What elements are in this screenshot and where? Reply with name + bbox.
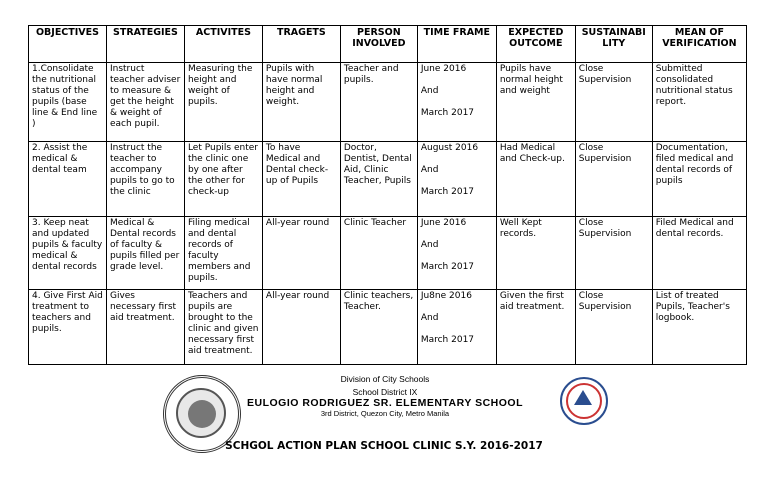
cell-activities: Teachers and pupils are brought to the clinic and given necessary first aid treatment. bbox=[184, 290, 262, 365]
cell-targets: All-year round bbox=[262, 217, 340, 290]
cell-objectives: 4. Give First Aid treatment to teachers and pupils. bbox=[29, 290, 107, 365]
division-name: Division of City Schools bbox=[340, 374, 430, 384]
header-outcome: EXPECTED OUTCOME bbox=[496, 26, 575, 63]
cell-persons: Teacher and pupils. bbox=[340, 63, 417, 142]
time-start: June 2016 bbox=[420, 64, 467, 74]
header-objectives: OBJECTIVES bbox=[29, 26, 107, 63]
time-and: And bbox=[420, 240, 439, 250]
cell-verification: List of treated Pupils, Teacher's logbook. bbox=[652, 290, 746, 365]
school-address: 3rd District, Quezon City, Metro Manila bbox=[320, 409, 450, 418]
cell-outcome: Given the first aid treatment. bbox=[496, 290, 575, 365]
cell-sustainability: Close Supervision bbox=[575, 63, 652, 142]
cell-outcome: Pupils have normal height and weight bbox=[496, 63, 575, 142]
cell-strategies: Instruct teacher adviser to measure & get the height & weight of each pupil. bbox=[106, 63, 184, 142]
school-name: EULOGIO RODRIGUEZ SR. ELEMENTARY SCHOOL bbox=[247, 397, 523, 409]
header-sustainability: SUSTAINABI LITY bbox=[575, 26, 652, 63]
document-title: SCHGOL ACTION PLAN SCHOOL CLINIC S.Y. 2016-2017 bbox=[225, 440, 543, 452]
time-start: June 2016 bbox=[420, 218, 467, 228]
division-seal-logo bbox=[560, 377, 608, 425]
cell-sustainability: Close Supervision bbox=[575, 290, 652, 365]
time-and: And bbox=[420, 165, 439, 175]
cell-activities: Let Pupils enter the clinic one by one after the other for check-up bbox=[184, 142, 262, 217]
cell-activities: Filing medical and dental records of faculty members and pupils. bbox=[184, 217, 262, 290]
cell-sustainability: Close Supervision bbox=[575, 142, 652, 217]
cell-time-frame bbox=[417, 217, 496, 290]
cell-persons: Clinic Teacher bbox=[340, 217, 417, 290]
table-row bbox=[29, 63, 747, 142]
time-end: March 2017 bbox=[420, 108, 475, 118]
action-plan-table bbox=[28, 25, 747, 365]
cell-objectives: 3. Keep neat and updated pupils & faculty medical & dental records bbox=[29, 217, 107, 290]
cell-targets: Pupils with have normal height and weight. bbox=[262, 63, 340, 142]
cell-time-frame bbox=[417, 63, 496, 142]
time-and: And bbox=[420, 313, 439, 323]
cell-objectives: 1.Consolidate the nutritional status of the pupils (base line & End line ) bbox=[29, 63, 107, 142]
header-activities: ACTIVITES bbox=[184, 26, 262, 63]
cell-outcome: Well Kept records. bbox=[496, 217, 575, 290]
cell-sustainability: Close Supervision bbox=[575, 217, 652, 290]
header-row bbox=[29, 26, 747, 63]
cell-targets: To have Medical and Dental check-up of Pupils bbox=[262, 142, 340, 217]
header-targets: TRAGETS bbox=[262, 26, 340, 63]
cell-strategies: Medical & Dental records of faculty & pupils filled per grade level. bbox=[106, 217, 184, 290]
cell-verification: Documentation, filed medical and dental records of pupils bbox=[652, 142, 746, 217]
time-end: March 2017 bbox=[420, 187, 475, 197]
cell-targets: All-year round bbox=[262, 290, 340, 365]
cell-time-frame bbox=[417, 290, 496, 365]
cell-time-frame bbox=[417, 142, 496, 217]
cell-persons: Clinic teachers, Teacher. bbox=[340, 290, 417, 365]
cell-verification: Filed Medical and dental records. bbox=[652, 217, 746, 290]
table-row bbox=[29, 142, 747, 217]
header-verification: MEAN OF VERIFICATION bbox=[652, 26, 746, 63]
time-end: March 2017 bbox=[420, 335, 475, 345]
header-strategies: STRATEGIES bbox=[106, 26, 184, 63]
header-time-frame: TIME FRAME bbox=[417, 26, 496, 63]
cell-outcome: Had Medical and Check-up. bbox=[496, 142, 575, 217]
table-row bbox=[29, 217, 747, 290]
cell-strategies: Gives necessary first aid treatment. bbox=[106, 290, 184, 365]
time-start: August 2016 bbox=[420, 143, 479, 153]
cell-strategies: Instruct the teacher to accompany pupils to go to the clinic bbox=[106, 142, 184, 217]
time-end: March 2017 bbox=[420, 262, 475, 272]
table-row bbox=[29, 290, 747, 365]
header-persons: PERSON INVOLVED bbox=[340, 26, 417, 63]
cell-verification: Submitted consolidated nutritional status report. bbox=[652, 63, 746, 142]
time-start: Ju8ne 2016 bbox=[420, 291, 472, 301]
cell-activities: Measuring the height and weight of pupils. bbox=[184, 63, 262, 142]
cell-persons: Doctor, Dentist, Dental Aid, Clinic Teacher, Pupils bbox=[340, 142, 417, 217]
cell-objectives: 2. Assist the medical & dental team bbox=[29, 142, 107, 217]
time-and: And bbox=[420, 86, 439, 96]
district-name: School District IX bbox=[352, 387, 418, 397]
